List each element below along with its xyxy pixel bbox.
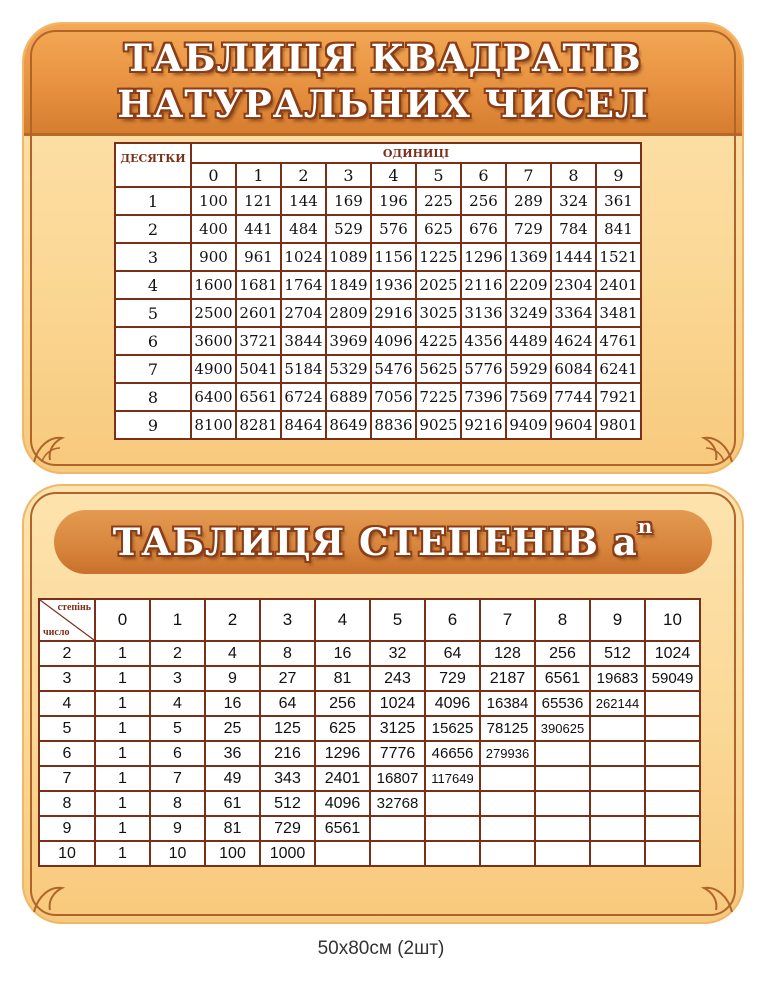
power-value-cell (425, 791, 480, 816)
power-value-cell: 81 (205, 816, 260, 841)
square-value-cell: 841 (596, 215, 641, 243)
square-value-cell: 1600 (191, 271, 236, 299)
corner-cell (39, 599, 95, 641)
power-value-cell: 100 (205, 841, 260, 866)
square-value-cell: 729 (506, 215, 551, 243)
square-value-cell: 2304 (551, 271, 596, 299)
square-value-cell: 9409 (506, 411, 551, 439)
power-value-cell (425, 841, 480, 866)
table-row (115, 271, 641, 299)
square-value-cell: 121 (236, 187, 281, 215)
power-value-cell: 15625 (425, 716, 480, 741)
square-value-cell: 3721 (236, 327, 281, 355)
power-value-cell: 8 (260, 641, 315, 666)
square-value-cell: 2116 (461, 271, 506, 299)
power-value-cell: 1296 (315, 741, 370, 766)
power-value-cell: 27 (260, 666, 315, 691)
square-value-cell: 1849 (326, 271, 371, 299)
power-value-cell: 61 (205, 791, 260, 816)
table-row (39, 666, 700, 691)
power-value-cell (645, 741, 700, 766)
square-value-cell: 1024 (281, 243, 326, 271)
square-value-cell: 484 (281, 215, 326, 243)
square-value-cell: 2809 (326, 299, 371, 327)
square-value-cell: 2401 (596, 271, 641, 299)
power-value-cell: 2401 (315, 766, 370, 791)
base-cell: 8 (39, 791, 95, 816)
square-value-cell: 1521 (596, 243, 641, 271)
power-value-cell: 1024 (645, 641, 700, 666)
table-row (39, 816, 700, 841)
power-value-cell: 1 (95, 741, 150, 766)
units-header-cell: 1 (236, 163, 281, 187)
square-value-cell: 4761 (596, 327, 641, 355)
square-value-cell: 9801 (596, 411, 641, 439)
power-value-cell: 65536 (535, 691, 590, 716)
power-value-cell: 19683 (590, 666, 645, 691)
square-value-cell: 961 (236, 243, 281, 271)
square-value-cell: 676 (461, 215, 506, 243)
tens-cell: 5 (115, 299, 191, 327)
exponent-header-cell: 0 (95, 599, 150, 641)
power-value-cell (535, 766, 590, 791)
power-value-cell: 78125 (480, 716, 535, 741)
square-value-cell: 6889 (326, 383, 371, 411)
power-value-cell: 1 (95, 666, 150, 691)
units-header-cell: 2 (281, 163, 326, 187)
square-value-cell: 400 (191, 215, 236, 243)
square-value-cell: 1936 (371, 271, 416, 299)
power-value-cell: 343 (260, 766, 315, 791)
power-value-cell (315, 841, 370, 866)
power-value-cell: 81 (315, 666, 370, 691)
square-value-cell: 7225 (416, 383, 461, 411)
square-value-cell: 8281 (236, 411, 281, 439)
table-row (115, 327, 641, 355)
square-value-cell: 5329 (326, 355, 371, 383)
units-header-cell: 6 (461, 163, 506, 187)
header-tens: ДЕСЯТКИ (115, 143, 191, 187)
exponent-header-cell: 7 (480, 599, 535, 641)
square-value-cell: 7921 (596, 383, 641, 411)
exponent-header-cell: 1 (150, 599, 205, 641)
square-value-cell: 3844 (281, 327, 326, 355)
square-value-cell: 8464 (281, 411, 326, 439)
square-value-cell: 5776 (461, 355, 506, 383)
square-value-cell: 4624 (551, 327, 596, 355)
table-row (115, 243, 641, 271)
power-value-cell: 6 (150, 741, 205, 766)
power-value-cell: 1 (95, 766, 150, 791)
power-value-cell: 16384 (480, 691, 535, 716)
square-value-cell: 361 (596, 187, 641, 215)
table-row (39, 766, 700, 791)
square-value-cell: 4900 (191, 355, 236, 383)
power-value-cell (645, 816, 700, 841)
power-value-cell: 25 (205, 716, 260, 741)
square-value-cell: 6561 (236, 383, 281, 411)
power-value-cell (590, 791, 645, 816)
power-value-cell (480, 766, 535, 791)
powers-table (38, 598, 701, 867)
table-row (115, 299, 641, 327)
square-value-cell: 3136 (461, 299, 506, 327)
square-value-cell: 8649 (326, 411, 371, 439)
square-value-cell: 1296 (461, 243, 506, 271)
square-value-cell: 7396 (461, 383, 506, 411)
power-value-cell: 1 (95, 641, 150, 666)
power-value-cell: 243 (370, 666, 425, 691)
square-value-cell: 784 (551, 215, 596, 243)
power-value-cell: 625 (315, 716, 370, 741)
tens-cell: 4 (115, 271, 191, 299)
power-value-cell: 9 (150, 816, 205, 841)
square-value-cell: 225 (416, 187, 461, 215)
square-value-cell: 2209 (506, 271, 551, 299)
power-value-cell (590, 816, 645, 841)
ornament-swirl-icon (32, 428, 68, 464)
base-cell: 6 (39, 741, 95, 766)
table-row (39, 691, 700, 716)
powers-title (22, 514, 744, 564)
units-header-cell: 3 (326, 163, 371, 187)
square-value-cell: 3969 (326, 327, 371, 355)
power-value-cell: 2 (150, 641, 205, 666)
tens-cell: 9 (115, 411, 191, 439)
power-value-cell (645, 691, 700, 716)
tens-cell: 1 (115, 187, 191, 215)
power-value-cell: 729 (260, 816, 315, 841)
power-value-cell (645, 716, 700, 741)
power-value-cell: 16 (315, 641, 370, 666)
power-value-cell (480, 816, 535, 841)
square-value-cell: 144 (281, 187, 326, 215)
power-value-cell: 1 (95, 841, 150, 866)
power-value-cell: 59049 (645, 666, 700, 691)
square-value-cell: 6084 (551, 355, 596, 383)
square-value-cell: 6724 (281, 383, 326, 411)
units-header-cell: 9 (596, 163, 641, 187)
power-value-cell: 6561 (315, 816, 370, 841)
power-value-cell: 5 (150, 716, 205, 741)
power-value-cell: 9 (205, 666, 260, 691)
power-value-cell: 64 (425, 641, 480, 666)
square-value-cell: 256 (461, 187, 506, 215)
power-value-cell: 1 (95, 691, 150, 716)
power-value-cell (370, 841, 425, 866)
tens-cell: 3 (115, 243, 191, 271)
ornament-swirl-icon (32, 878, 68, 914)
power-value-cell: 729 (425, 666, 480, 691)
square-value-cell: 324 (551, 187, 596, 215)
power-value-cell: 46656 (425, 741, 480, 766)
table-row (115, 411, 641, 439)
square-value-cell: 8100 (191, 411, 236, 439)
square-value-cell: 1156 (371, 243, 416, 271)
power-value-cell: 4096 (425, 691, 480, 716)
power-value-cell: 1 (95, 716, 150, 741)
power-value-cell (480, 791, 535, 816)
power-value-cell: 1 (95, 816, 150, 841)
corner-label-base: число (43, 627, 70, 638)
corner-label-exponent: степінь (57, 602, 91, 613)
exponent-header-cell: 6 (425, 599, 480, 641)
square-value-cell: 576 (371, 215, 416, 243)
table-row (39, 716, 700, 741)
power-value-cell (590, 741, 645, 766)
exponent-header-row (39, 599, 700, 641)
square-value-cell: 4489 (506, 327, 551, 355)
power-value-cell: 125 (260, 716, 315, 741)
power-value-cell (590, 841, 645, 866)
power-value-cell: 16807 (370, 766, 425, 791)
square-value-cell: 2601 (236, 299, 281, 327)
ornament-swirl-icon (698, 428, 734, 464)
square-value-cell: 3249 (506, 299, 551, 327)
square-value-cell: 5184 (281, 355, 326, 383)
power-value-cell (480, 841, 535, 866)
squares-table (114, 142, 642, 440)
square-value-cell: 7744 (551, 383, 596, 411)
table-row (39, 641, 700, 666)
square-value-cell: 2500 (191, 299, 236, 327)
square-value-cell: 169 (326, 187, 371, 215)
header-units: ОДИНИЦІ (191, 143, 641, 163)
units-row (115, 163, 641, 187)
square-value-cell: 1225 (416, 243, 461, 271)
base-cell: 7 (39, 766, 95, 791)
ornament-swirl-icon (698, 878, 734, 914)
square-value-cell: 289 (506, 187, 551, 215)
table-row (39, 841, 700, 866)
units-header-cell: 5 (416, 163, 461, 187)
squares-title-line2: НАТУРАЛЬНИХ ЧИСЕЛ (117, 82, 649, 126)
power-value-cell (645, 791, 700, 816)
square-value-cell: 5041 (236, 355, 281, 383)
square-value-cell: 196 (371, 187, 416, 215)
power-value-cell: 8 (150, 791, 205, 816)
base-cell: 9 (39, 816, 95, 841)
power-value-cell: 10 (150, 841, 205, 866)
power-value-cell (535, 791, 590, 816)
tens-cell: 6 (115, 327, 191, 355)
power-value-cell: 4 (150, 691, 205, 716)
power-value-cell: 6561 (535, 666, 590, 691)
square-value-cell: 1089 (326, 243, 371, 271)
square-value-cell: 441 (236, 215, 281, 243)
power-value-cell: 32 (370, 641, 425, 666)
power-value-cell: 1 (95, 791, 150, 816)
square-value-cell: 1681 (236, 271, 281, 299)
exponent-header-cell: 8 (535, 599, 590, 641)
power-value-cell: 16 (205, 691, 260, 716)
power-value-cell: 390625 (535, 716, 590, 741)
exponent-header-cell: 10 (645, 599, 700, 641)
powers-board (22, 484, 744, 924)
square-value-cell: 625 (416, 215, 461, 243)
power-value-cell: 256 (315, 691, 370, 716)
power-value-cell: 256 (535, 641, 590, 666)
power-value-cell: 1024 (370, 691, 425, 716)
table-row (39, 791, 700, 816)
power-value-cell: 64 (260, 691, 315, 716)
squares-title-line1: ТАБЛИЦЯ КВАДРАТІВ (124, 36, 642, 80)
square-value-cell: 100 (191, 187, 236, 215)
power-value-cell: 3 (150, 666, 205, 691)
square-value-cell: 1444 (551, 243, 596, 271)
power-value-cell: 36 (205, 741, 260, 766)
powers-title-exponent: n (637, 514, 654, 538)
power-value-cell (590, 716, 645, 741)
power-value-cell: 4 (205, 641, 260, 666)
base-cell: 10 (39, 841, 95, 866)
powers-title-text: ТАБЛИЦЯ СТЕПЕНІВ a (112, 520, 638, 564)
power-value-cell: 3125 (370, 716, 425, 741)
power-value-cell: 7 (150, 766, 205, 791)
square-value-cell: 2025 (416, 271, 461, 299)
square-value-cell: 900 (191, 243, 236, 271)
square-value-cell: 6241 (596, 355, 641, 383)
units-header-cell: 7 (506, 163, 551, 187)
square-value-cell: 6400 (191, 383, 236, 411)
power-value-cell: 4096 (315, 791, 370, 816)
size-caption: 50x80см (2шт) (317, 938, 445, 959)
exponent-header-cell: 9 (590, 599, 645, 641)
square-value-cell: 9216 (461, 411, 506, 439)
table-row (39, 741, 700, 766)
base-cell: 2 (39, 641, 95, 666)
power-value-cell: 512 (260, 791, 315, 816)
power-value-cell: 262144 (590, 691, 645, 716)
units-header-cell: 4 (371, 163, 416, 187)
power-value-cell: 32768 (370, 791, 425, 816)
table-row (115, 215, 641, 243)
power-value-cell (645, 841, 700, 866)
power-value-cell (425, 816, 480, 841)
base-cell: 3 (39, 666, 95, 691)
power-value-cell (535, 841, 590, 866)
squares-board (22, 22, 744, 474)
square-value-cell: 1369 (506, 243, 551, 271)
exponent-header-cell: 4 (315, 599, 370, 641)
table-row (115, 383, 641, 411)
square-value-cell: 4356 (461, 327, 506, 355)
tens-cell: 2 (115, 215, 191, 243)
power-value-cell (535, 816, 590, 841)
power-value-cell (590, 766, 645, 791)
power-value-cell: 279936 (480, 741, 535, 766)
square-value-cell: 3364 (551, 299, 596, 327)
table-row (115, 187, 641, 215)
square-value-cell: 5476 (371, 355, 416, 383)
base-cell: 4 (39, 691, 95, 716)
square-value-cell: 4225 (416, 327, 461, 355)
square-value-cell: 3025 (416, 299, 461, 327)
square-value-cell: 1764 (281, 271, 326, 299)
power-value-cell: 216 (260, 741, 315, 766)
power-value-cell (535, 741, 590, 766)
power-value-cell: 49 (205, 766, 260, 791)
table-row (115, 355, 641, 383)
power-value-cell (370, 816, 425, 841)
exponent-header-cell: 2 (205, 599, 260, 641)
power-value-cell: 7776 (370, 741, 425, 766)
units-header-cell: 0 (191, 163, 236, 187)
square-value-cell: 2704 (281, 299, 326, 327)
square-value-cell: 7056 (371, 383, 416, 411)
tens-cell: 7 (115, 355, 191, 383)
square-value-cell: 4096 (371, 327, 416, 355)
power-value-cell: 117649 (425, 766, 480, 791)
base-cell: 5 (39, 716, 95, 741)
power-value-cell (645, 766, 700, 791)
square-value-cell: 9025 (416, 411, 461, 439)
units-header-cell: 8 (551, 163, 596, 187)
square-value-cell: 3600 (191, 327, 236, 355)
square-value-cell: 5929 (506, 355, 551, 383)
square-value-cell: 9604 (551, 411, 596, 439)
exponent-header-cell: 3 (260, 599, 315, 641)
square-value-cell: 3481 (596, 299, 641, 327)
power-value-cell: 128 (480, 641, 535, 666)
tens-cell: 8 (115, 383, 191, 411)
power-value-cell: 1000 (260, 841, 315, 866)
square-value-cell: 2916 (371, 299, 416, 327)
square-value-cell: 7569 (506, 383, 551, 411)
square-value-cell: 8836 (371, 411, 416, 439)
power-value-cell: 512 (590, 641, 645, 666)
exponent-header-cell: 5 (370, 599, 425, 641)
square-value-cell: 529 (326, 215, 371, 243)
power-value-cell: 2187 (480, 666, 535, 691)
square-value-cell: 5625 (416, 355, 461, 383)
